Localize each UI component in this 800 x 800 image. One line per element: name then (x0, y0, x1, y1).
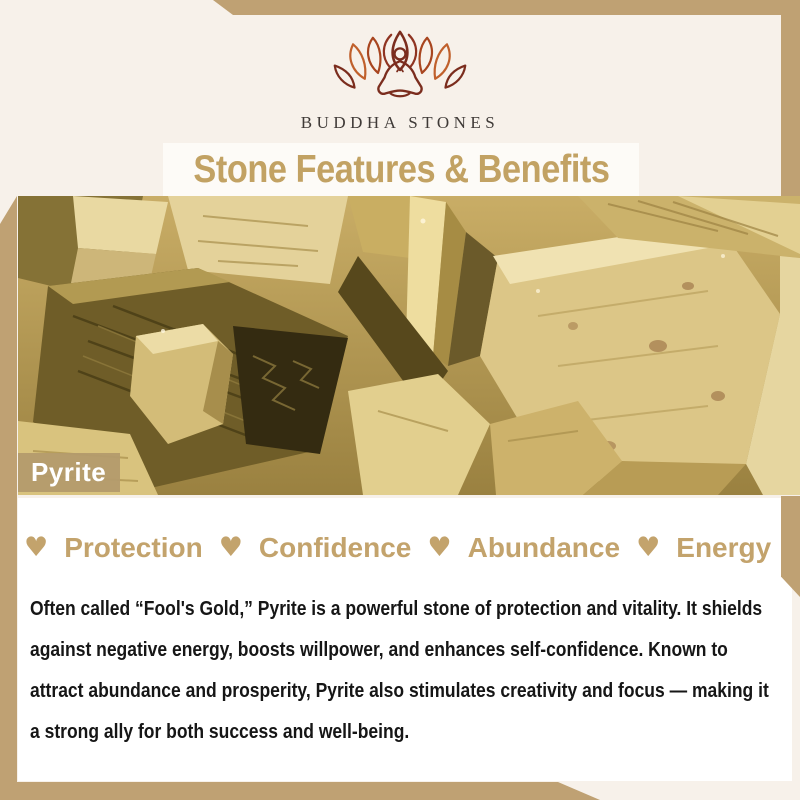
feature-label: Confidence (258, 532, 412, 563)
features-row (18, 532, 792, 564)
stone-name: Pyrite (31, 457, 107, 487)
section-title: Stone Features & Benefits (192, 147, 610, 191)
feature-label: Energy (676, 532, 772, 563)
stone-description: Often called “Fool's Gold,” Pyrite is a powerful stone of protection and vitality. It shields against negative energy, boosts willpower, and enhances self-confidence. Known to attract abundance and prosperity, Pyrite also stimulates creativity and focus — making it a strong ally for both success and well-being. (30, 598, 769, 743)
section-banner (163, 143, 639, 196)
pyrite-photo (18, 196, 800, 495)
right-ribbon (781, 0, 800, 196)
info-card (18, 498, 792, 781)
heart-icon (427, 532, 451, 563)
feature-label: Protection (64, 532, 203, 563)
heart-icon (636, 532, 660, 563)
heart-icon (24, 532, 48, 563)
lotus-meditation-icon (325, 26, 475, 114)
stone-name-badge (18, 453, 120, 492)
bottom-ribbon (0, 782, 600, 800)
heart-icon (219, 532, 243, 563)
brand-name: BUDDHA STONES (300, 113, 500, 132)
left-ribbon (0, 196, 17, 800)
top-ribbon (213, 0, 800, 15)
feature-label: Abundance (467, 532, 621, 563)
